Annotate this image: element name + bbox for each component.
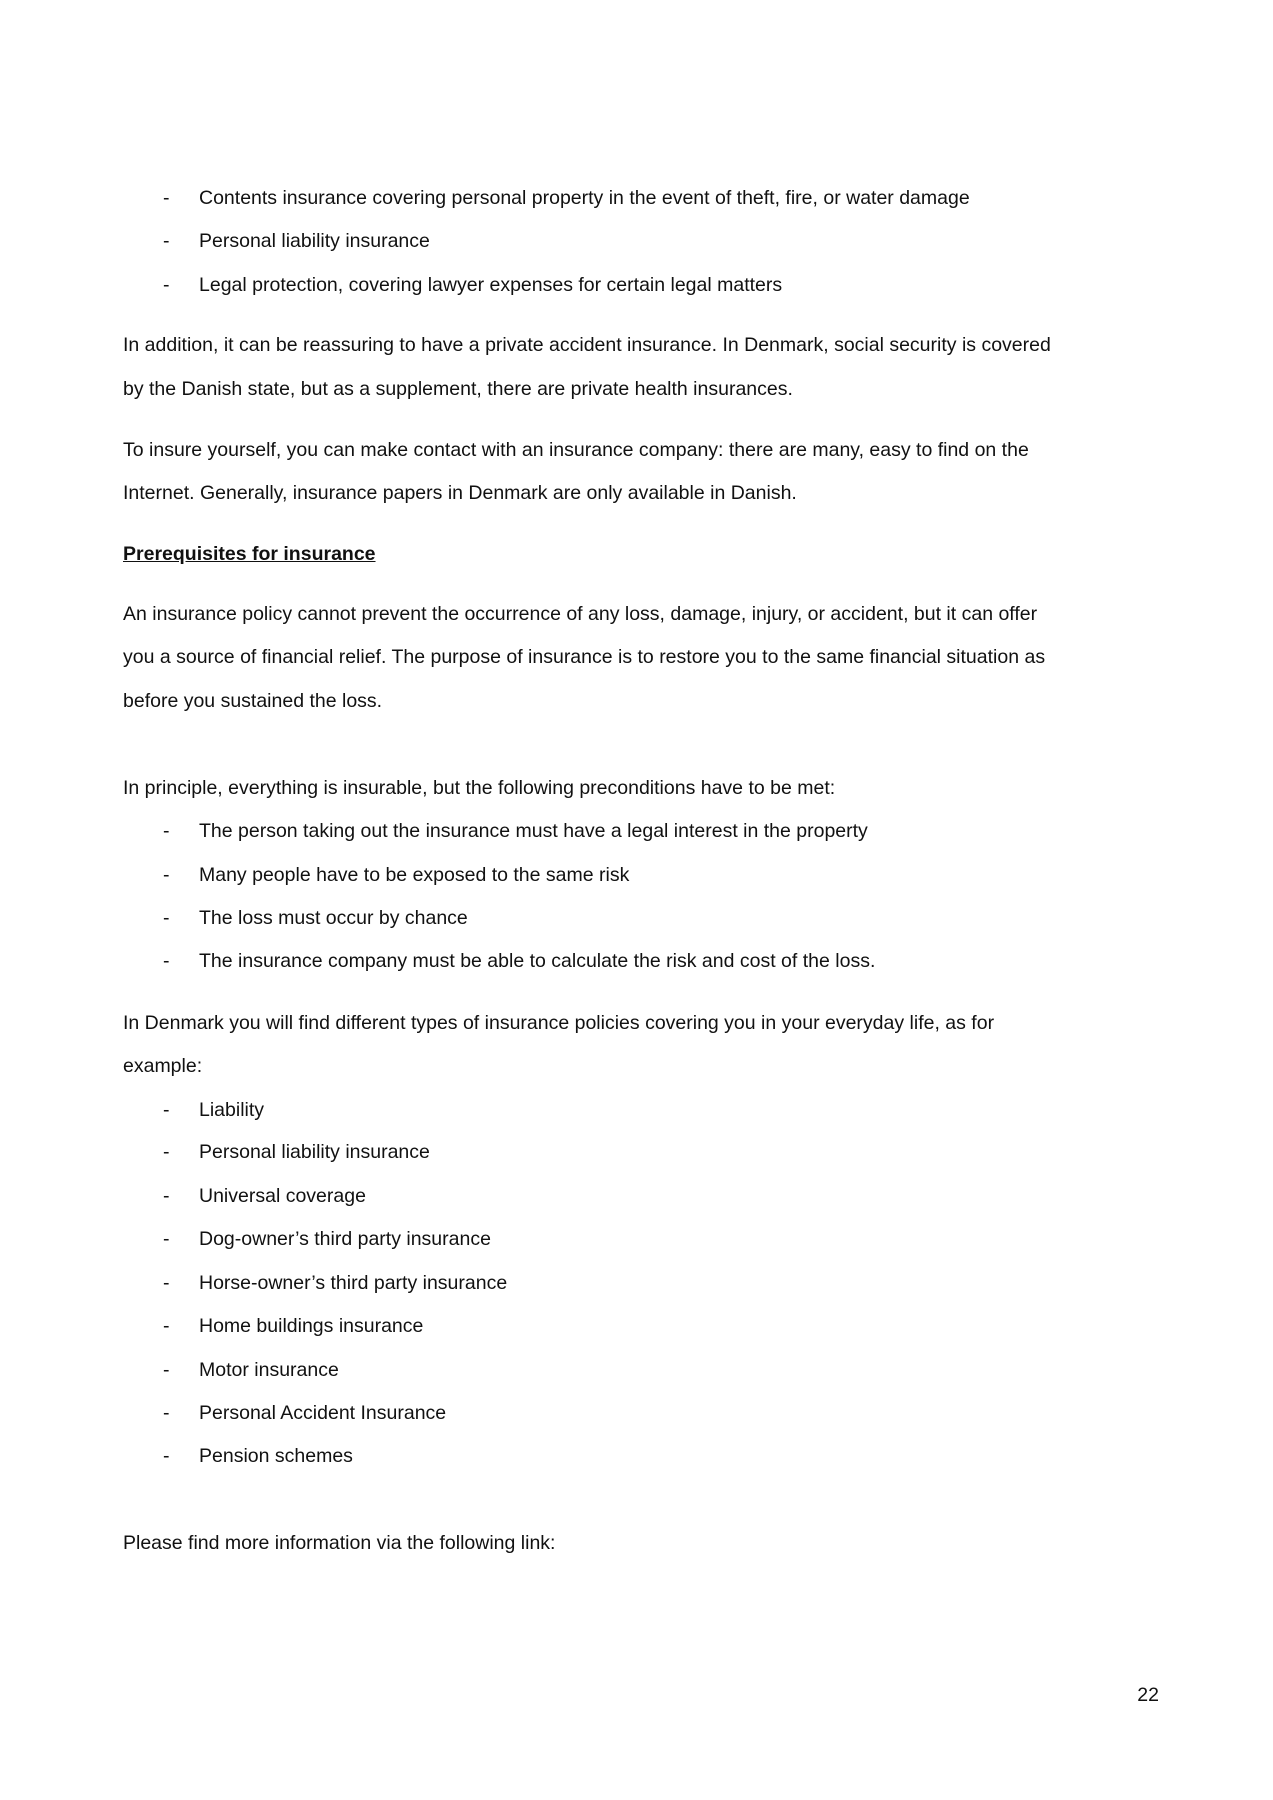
bullet-marker: - [163,230,170,252]
bullet-marker: - [163,1099,170,1121]
list-item: The loss must occur by chance [199,907,468,929]
bullet-marker: - [163,1402,170,1424]
paragraph-line: by the Danish state, but as a supplement, there are private health insurances. [123,378,793,400]
paragraph-line: An insurance policy cannot prevent the occurrence of any loss, damage, injury, or accident, but it can offer [123,603,1038,625]
list-item: The person taking out the insurance must have a legal interest in the property [199,820,868,842]
list-item: Many people have to be exposed to the same risk [199,864,630,886]
bullet-marker: - [163,1228,170,1250]
paragraph-line: Internet. Generally, insurance papers in Denmark are only available in Danish. [123,482,797,504]
list-item: Horse-owner’s third party insurance [199,1272,508,1294]
bullet-marker: - [163,864,170,886]
bullet-marker: - [163,1445,170,1467]
list-item: Legal protection, covering lawyer expenses for certain legal matters [199,274,783,296]
paragraph-line: before you sustained the loss. [123,690,383,712]
bullet-marker: - [163,1185,170,1207]
bullet-marker: - [163,950,170,972]
paragraph-line: Please find more information via the following link: [123,1532,556,1554]
list-item: Universal coverage [199,1185,366,1207]
paragraph-line: In Denmark you will find different types of insurance policies covering you in your everyday life, as for [123,1012,995,1034]
bullet-marker: - [163,1272,170,1294]
list-item: Personal Accident Insurance [199,1402,447,1424]
bullet-marker: - [163,1141,170,1163]
paragraph-line: In addition, it can be reassuring to have a private accident insurance. In Denmark, social security is covered [123,334,1051,356]
list-item: Home buildings insurance [199,1315,424,1337]
bullet-marker: - [163,1359,170,1381]
bullet-marker: - [163,274,170,296]
paragraph-line: example: [123,1055,203,1077]
list-item: Pension schemes [199,1445,353,1467]
page-number: 22 [1137,1684,1159,1706]
list-item: Personal liability insurance [199,230,430,252]
list-item: Dog-owner’s third party insurance [199,1228,491,1250]
paragraph-line: To insure yourself, you can make contact with an insurance company: there are many, easy to find on the [123,439,1029,461]
bullet-marker: - [163,820,170,842]
bullet-marker: - [163,187,170,209]
list-item: Personal liability insurance [199,1141,430,1163]
section-heading: Prerequisites for insurance [123,543,376,565]
bullet-marker: - [163,1315,170,1337]
paragraph-line: you a source of financial relief. The purpose of insurance is to restore you to the same financial situation as [123,646,1046,668]
paragraph-line: In principle, everything is insurable, but the following preconditions have to be met: [123,777,836,799]
list-item: Contents insurance covering personal property in the event of theft, fire, or water damage [199,187,970,209]
list-item: Liability [199,1099,265,1121]
list-item: The insurance company must be able to calculate the risk and cost of the loss. [199,950,876,972]
bullet-marker: - [163,907,170,929]
list-item: Motor insurance [199,1359,339,1381]
